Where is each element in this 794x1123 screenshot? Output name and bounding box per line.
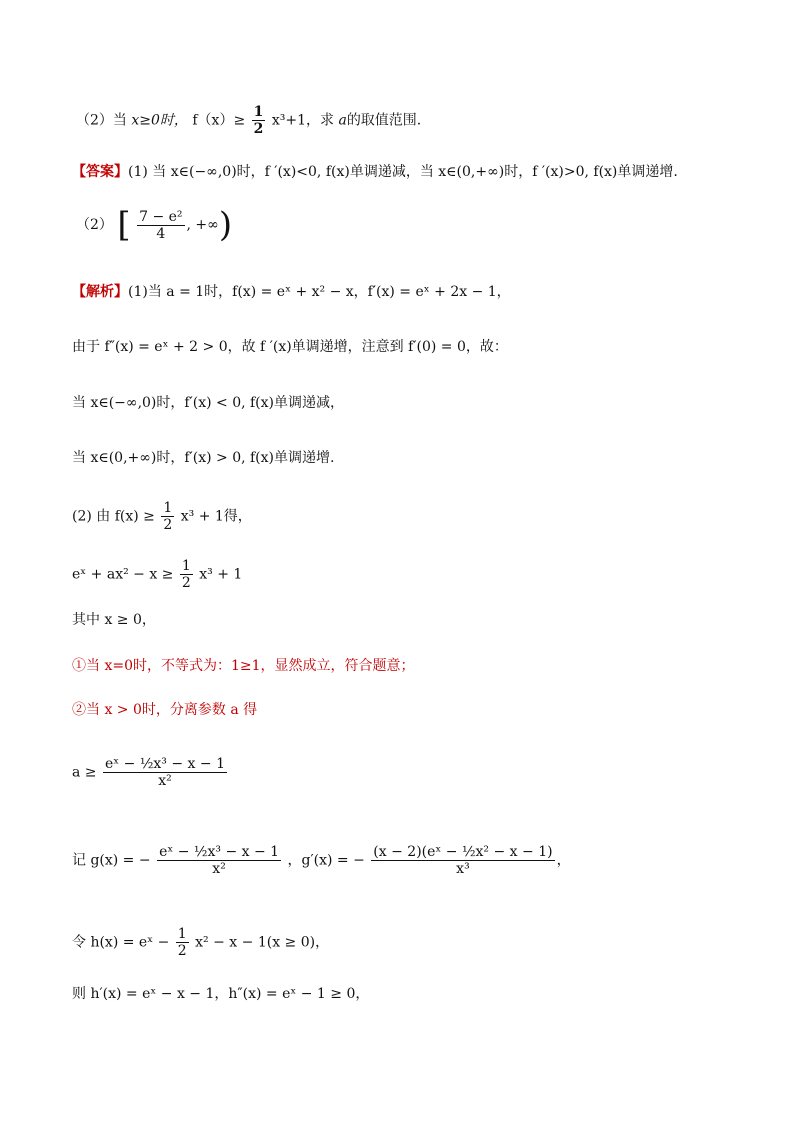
q2-label: （2）当	[76, 112, 127, 129]
analysis-line-11	[72, 844, 571, 877]
q2-frac-num: 1	[253, 104, 264, 120]
analysis-l11-end: ，	[556, 852, 571, 869]
question-2	[76, 104, 421, 137]
analysis-line-3	[72, 393, 344, 413]
q2-fraction	[252, 104, 266, 137]
q2-frac-den: 2	[253, 121, 264, 137]
analysis-line-7	[72, 610, 156, 630]
analysis-line-12	[72, 926, 329, 959]
analysis-l6a: eˣ + ax² − x ≥	[72, 566, 174, 583]
analysis-l9: ②当 x > 0时，分离参数 a 得	[72, 702, 258, 718]
half-den-3: 2	[177, 943, 187, 959]
q2-tail: 的取值范围.	[346, 112, 422, 129]
answer-fraction	[137, 209, 184, 242]
half-den-2: 2	[181, 575, 191, 591]
answer-frac-den: 4	[156, 225, 166, 242]
analysis-l12a: 令 h(x) = eˣ −	[72, 934, 170, 951]
half-num-3: 1	[177, 926, 187, 942]
q2-var: a	[338, 112, 347, 129]
q2-cond: x≥0时，	[131, 112, 188, 129]
gp-frac-den: x³	[456, 861, 470, 877]
analysis-l10-lhs: a ≥	[72, 764, 97, 781]
analysis-l11-gp: ，g′(x) = −	[287, 852, 365, 869]
analysis-l2: 由于 f″(x) = eˣ + 2 > 0，故 f ′(x)单调递增，注意到 f′(0) = 0，故：	[72, 339, 508, 355]
answer-frac-num: 7 − e²	[139, 208, 183, 225]
analysis-l13: 则 h′(x) = eˣ − x − 1，h″(x) = eˣ − 1 ≥ 0，	[72, 986, 370, 1002]
half-fraction-2	[180, 558, 193, 591]
analysis-line-9	[72, 700, 257, 720]
analysis-l4: 当 x∈(0,+∞)时，f′(x) > 0, f(x)单调递增.	[72, 450, 335, 466]
analysis-l7: 其中 x ≥ 0，	[72, 612, 156, 628]
answer-part-1: (1) 当 x∈(−∞,0)时，f ′(x)<0, f(x)单调递减，当 x∈(0,+∞)时，f ′(x)>0, f(x)单调递增.	[128, 164, 678, 180]
a-fraction	[103, 756, 227, 789]
analysis-l1: (1)当 a = 1时，f(x) = eˣ + x² − x，f′(x) = eˣ + 2x − 1，	[128, 284, 511, 300]
analysis-line-10	[72, 756, 229, 789]
analysis-l6b: x³ + 1	[199, 566, 243, 583]
g-fraction	[157, 844, 281, 877]
analysis-line-13	[72, 984, 369, 1004]
q2-lhs: f（x）≥	[192, 112, 246, 129]
half-fraction-3	[176, 926, 189, 959]
q2-rhs: x³+1，求	[271, 112, 334, 129]
half-num-1: 1	[163, 500, 173, 516]
gp-frac-num: (x − 2)(eˣ − ½x² − x − 1)	[373, 844, 553, 860]
left-bracket: [	[117, 205, 131, 245]
g-frac-den: x²	[212, 861, 226, 877]
analysis-l5a: (2) 由 f(x) ≥	[72, 508, 155, 525]
half-den-1: 2	[163, 517, 173, 533]
answer-line-1	[72, 162, 678, 182]
answer-part-2-label: （2）	[76, 217, 113, 233]
analysis-line-1	[72, 282, 511, 302]
analysis-l5b: x³ + 1得，	[180, 508, 252, 525]
analysis-line-4	[72, 448, 334, 468]
analysis-l12b: x² − x − 1(x ≥ 0)，	[195, 934, 330, 951]
a-frac-den: x²	[158, 773, 172, 789]
analysis-line-5	[72, 500, 252, 533]
right-paren: )	[218, 205, 233, 245]
analysis-l3: 当 x∈(−∞,0)时，f′(x) < 0, f(x)单调递减，	[72, 395, 345, 411]
analysis-l11-g: g(x) = −	[90, 852, 151, 869]
half-fraction-1	[161, 500, 174, 533]
analysis-l8: ①当 x=0时，不等式为：1≥1，显然成立，符合题意；	[72, 658, 415, 674]
analysis-tag: 【解析】	[72, 284, 128, 300]
gp-fraction	[371, 844, 554, 877]
answer-tag: 【答案】	[72, 164, 128, 180]
analysis-line-2	[72, 337, 508, 357]
analysis-line-6	[72, 558, 242, 591]
g-frac-num: eˣ − ½x³ − x − 1	[159, 844, 280, 860]
answer-part-2-tail: , +∞	[186, 217, 219, 233]
analysis-line-8	[72, 656, 415, 676]
analysis-l11-pre: 记	[72, 852, 86, 869]
answer-line-2	[76, 205, 233, 245]
a-frac-num: eˣ − ½x³ − x − 1	[104, 756, 225, 772]
half-num-2: 1	[181, 558, 191, 574]
